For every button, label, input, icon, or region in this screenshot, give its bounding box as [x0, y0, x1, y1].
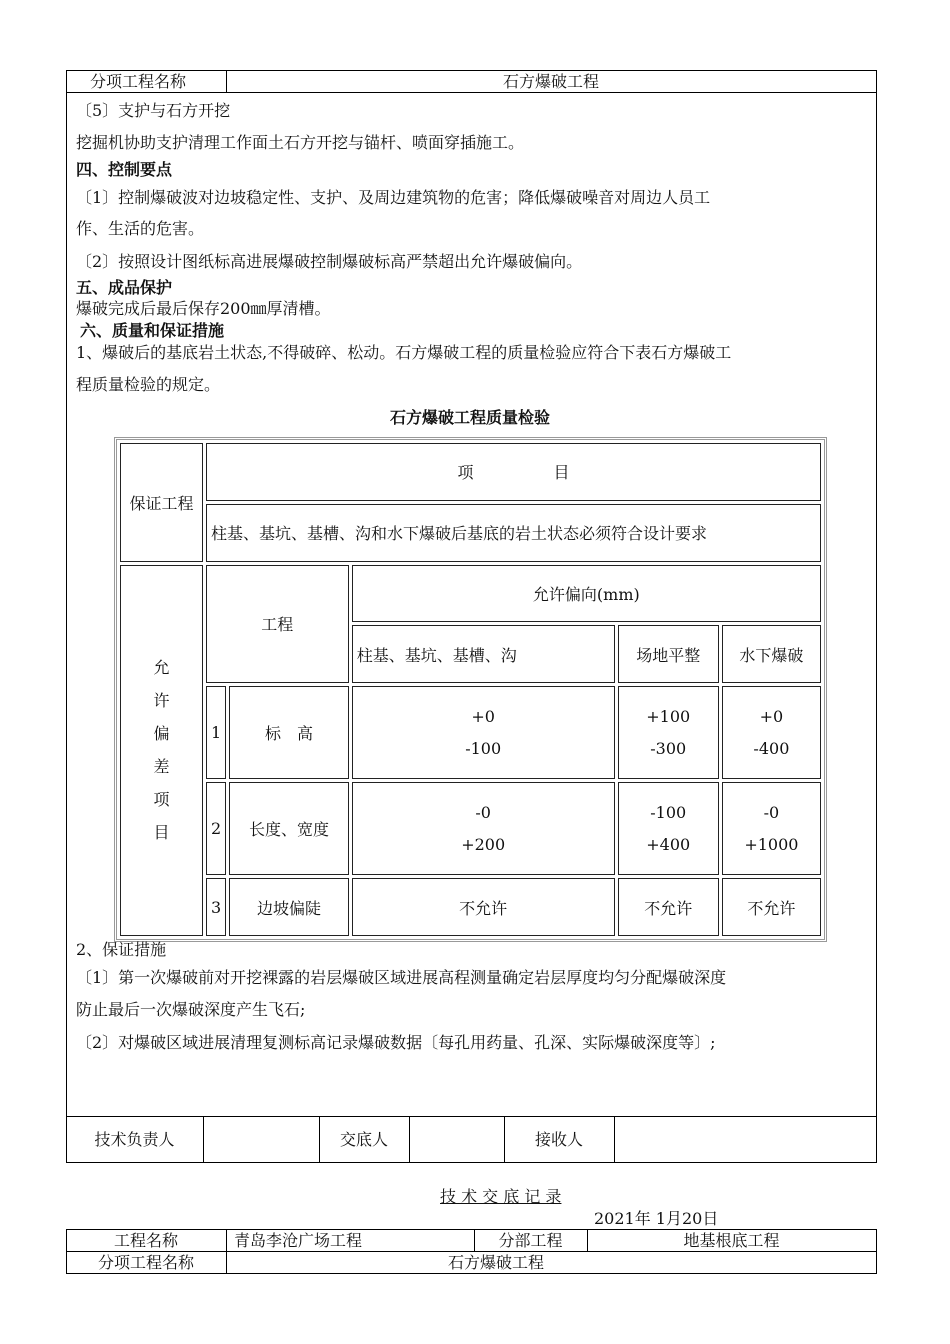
para-control-1a: 〔1〕控制爆破波对边坡稳定性、支护、及周边建筑物的危害；降低爆破噪音对周边人员工	[76, 188, 711, 207]
p2-bottom	[66, 1273, 877, 1274]
division-label: 分部工程	[498, 1231, 563, 1250]
table-row: 2 长度、宽度 -0 +200 -100 +400 -0 +1000	[120, 782, 821, 875]
p2-right	[876, 1229, 877, 1273]
para-measures: 2、保证措施	[76, 940, 167, 959]
sign-tech-label: 技术负责人	[94, 1130, 175, 1149]
table-row: 3 边坡偏陡 不允许 不允许 不允许	[120, 878, 821, 936]
frame-bottom	[66, 1162, 877, 1163]
sign-receiver-label: 接收人	[534, 1130, 583, 1149]
division-value: 地基根底工程	[683, 1231, 780, 1250]
header-label: 分项工程名称	[90, 72, 187, 91]
para-quality-1a: 1、爆破后的基底岩土状态,不得破碎、松动。石方爆破工程的质量检验应符合下表石方爆破工	[76, 343, 732, 362]
para-protection: 爆破完成后最后保存200㎜厚清槽。	[76, 299, 331, 318]
sub-project-value: 石方爆破工程	[447, 1253, 544, 1272]
para-measures-1a: 〔1〕第一次爆破前对开挖裸露的岩层爆破区域进展高程测量确定岩层厚度均匀分配爆破深度	[76, 968, 727, 987]
sign-divider-1	[203, 1116, 204, 1162]
frame-left	[66, 70, 67, 1163]
col-underwater: 水下爆破	[722, 625, 821, 683]
para-measures-2: 〔2〕对爆破区域进展清理复测标高记录爆破数据〔每孔用药量、孔深、实际爆破深度等〕;	[76, 1033, 716, 1052]
para-support-text: 挖掘机协助支护清理工作面土石方开挖与锚杆、喷面穿插施工。	[76, 133, 525, 152]
record-title: 技 术 交 底 记 录	[440, 1187, 562, 1206]
p2-top	[66, 1229, 877, 1230]
col-site: 场地平整	[618, 625, 719, 683]
project-label: 工程	[206, 565, 349, 684]
para-control-1b: 作、生活的危害。	[76, 219, 205, 238]
frame-header-bottom	[66, 92, 877, 93]
table-row: 1 标 高 +0 -100 +100 -300 +0 -400	[120, 686, 821, 779]
table-title: 石方爆破工程质量检验	[389, 408, 550, 427]
guarantee-label: 保证工程	[120, 443, 203, 562]
project-name-label: 工程名称	[113, 1231, 178, 1250]
para-support: 〔5〕支护与石方开挖	[76, 101, 231, 120]
deviation-header: 允许偏向(mm)	[352, 565, 821, 623]
p2-mid	[66, 1251, 877, 1252]
frame-top	[66, 70, 877, 71]
col-foundation: 柱基、基坑、基槽、沟	[352, 625, 615, 683]
guarantee-text: 柱基、基坑、基槽、沟和水下爆破后基底的岩土状态必须符合设计要求	[206, 504, 821, 562]
record-date: 2021年 1月20日	[594, 1209, 719, 1228]
para-measures-1b: 防止最后一次爆破深度产生飞石;	[76, 1000, 306, 1019]
quality-table	[114, 437, 827, 942]
sub-project-label: 分项工程名称	[97, 1253, 194, 1272]
frame-sign-top	[66, 1116, 877, 1117]
sign-divider-3	[409, 1116, 410, 1162]
item-header: 项 目	[206, 443, 821, 501]
heading-protection: 五、成品保护	[76, 278, 173, 297]
heading-control: 四、控制要点	[76, 160, 173, 179]
project-name-value: 青岛李沧广场工程	[234, 1231, 363, 1250]
header-value: 石方爆破工程	[502, 72, 599, 91]
sign-divider-5	[614, 1116, 615, 1162]
para-control-2: 〔2〕按照设计图纸标高进展爆破控制爆破标高严禁超出允许爆破偏向。	[76, 252, 583, 271]
heading-quality: 六、质量和保证措施	[80, 321, 225, 340]
allow-deviation-label: 允 许 偏 差 项 目	[120, 565, 203, 936]
frame-right	[876, 70, 877, 1163]
sign-handover-label: 交底人	[339, 1130, 388, 1149]
para-quality-1b: 程质量检验的规定。	[76, 375, 221, 394]
